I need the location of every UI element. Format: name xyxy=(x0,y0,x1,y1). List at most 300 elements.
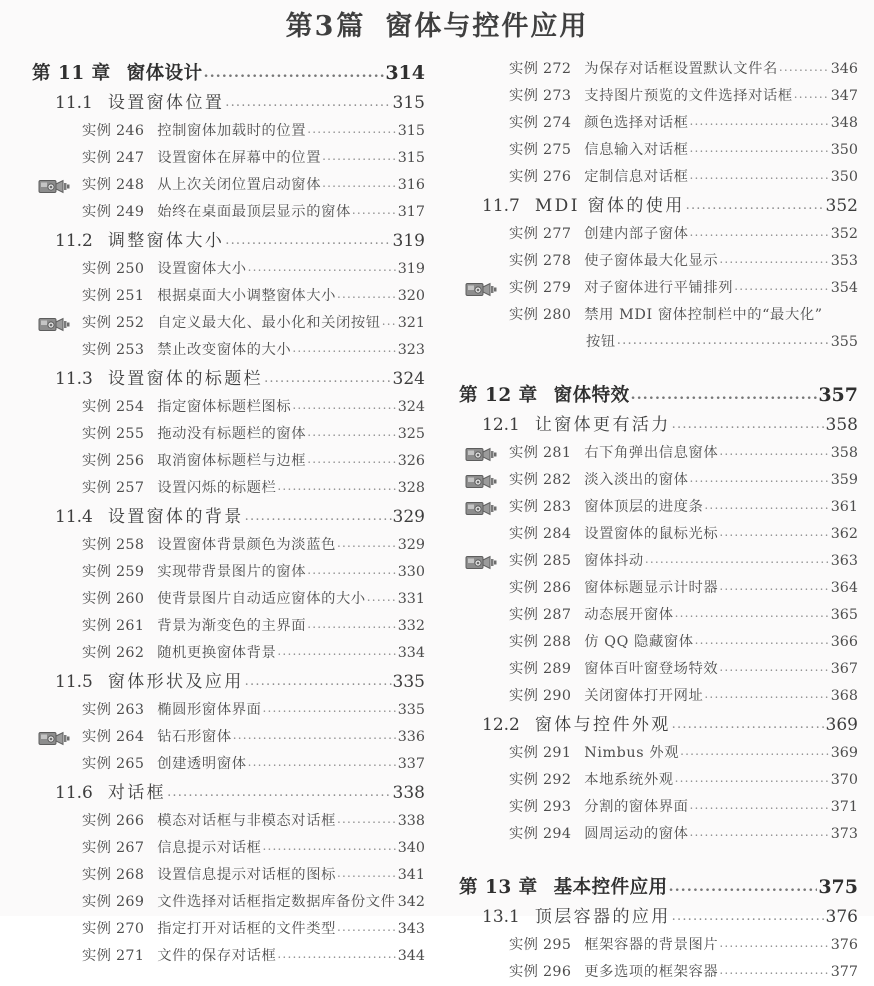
example-title: 使背景图片自动适应窗体的大小 xyxy=(157,586,366,613)
section-label: 12.2 xyxy=(482,710,520,740)
section-label: 11.1 xyxy=(55,88,93,118)
section-page: 369 xyxy=(826,710,858,740)
example-label: 实例 287 xyxy=(509,602,571,629)
example-label: 实例 254 xyxy=(82,394,144,421)
leader-dots xyxy=(245,500,392,532)
example-title: 模态对话框与非模态对话框 xyxy=(157,808,336,835)
example-page: 334 xyxy=(398,640,425,667)
toc-section-row[interactable] xyxy=(55,364,425,394)
toc-example-row[interactable] xyxy=(509,494,858,521)
toc-column-left xyxy=(0,56,437,916)
leader-dots xyxy=(690,135,830,162)
toc-example-row[interactable] xyxy=(509,959,858,986)
example-page: 340 xyxy=(398,835,425,862)
leader-dots xyxy=(686,189,825,221)
example-title: 信息提示对话框 xyxy=(157,835,261,862)
toc-example-row-continuation[interactable] xyxy=(509,329,858,356)
leader-dots xyxy=(292,392,396,419)
example-label: 实例 283 xyxy=(509,494,571,521)
example-label: 实例 291 xyxy=(509,740,571,767)
leader-dots xyxy=(337,530,397,557)
leader-dots xyxy=(367,584,397,611)
example-title: 支持图片预览的文件选择对话框 xyxy=(584,83,793,110)
toc-example-row[interactable] xyxy=(509,767,858,794)
example-page: 335 xyxy=(398,697,425,724)
example-title: 设置闪烁的标题栏 xyxy=(157,475,276,502)
toc-example-row[interactable] xyxy=(82,586,425,613)
toc-example-row[interactable] xyxy=(82,943,425,970)
toc-example-row[interactable] xyxy=(82,835,425,862)
leader-dots xyxy=(617,327,830,354)
leader-dots xyxy=(779,54,830,81)
leader-dots xyxy=(675,600,830,627)
example-page: 329 xyxy=(398,532,425,559)
chapter-title: 窗体特效 xyxy=(554,381,630,411)
example-title: 实现带背景图片的窗体 xyxy=(157,559,306,586)
example-title: 文件选择对话框指定数据库备份文件 xyxy=(157,889,395,916)
toc-example-row[interactable] xyxy=(509,110,858,137)
example-title: 设置窗体在屏幕中的位置 xyxy=(157,145,321,172)
example-title: 自定义最大化、最小化和关闭按钮 xyxy=(157,310,380,337)
example-title: 创建内部子窗体 xyxy=(584,221,688,248)
example-page: 321 xyxy=(398,310,425,337)
leader-dots xyxy=(337,806,397,833)
leader-dots xyxy=(307,557,397,584)
leader-dots xyxy=(225,224,391,256)
example-label: 实例 269 xyxy=(82,889,144,916)
leader-dots xyxy=(690,219,830,246)
section-title: 让窗体更有活力 xyxy=(535,410,671,440)
toc-example-row[interactable] xyxy=(509,740,858,767)
toc-example-row[interactable] xyxy=(82,337,425,364)
example-label: 实例 262 xyxy=(82,640,144,667)
example-label: 实例 247 xyxy=(82,145,144,172)
example-title: 窗体抖动 xyxy=(584,548,644,575)
example-page: 352 xyxy=(831,221,858,248)
example-page: 346 xyxy=(831,56,858,83)
section-title: 调整窗体大小 xyxy=(108,226,224,256)
toc-example-row[interactable] xyxy=(509,302,858,329)
example-label: 实例 264 xyxy=(82,724,144,751)
toc-example-row[interactable] xyxy=(509,794,858,821)
toc-chapter-row[interactable] xyxy=(459,380,858,410)
leader-dots xyxy=(645,546,830,573)
toc-example-row[interactable] xyxy=(82,172,425,199)
section-spacer xyxy=(459,848,858,870)
chapter-page: 375 xyxy=(818,872,858,902)
leader-dots xyxy=(277,941,396,968)
toc-example-row[interactable] xyxy=(82,697,425,724)
toc-example-row[interactable] xyxy=(82,532,425,559)
toc-example-row[interactable] xyxy=(509,821,858,848)
example-label: 实例 248 xyxy=(82,172,144,199)
example-label: 实例 278 xyxy=(509,248,571,275)
section-title: 设置窗体的背景 xyxy=(108,502,244,532)
example-page: 325 xyxy=(398,421,425,448)
leader-dots xyxy=(225,86,391,118)
toc-example-row[interactable] xyxy=(82,613,425,640)
example-page: 320 xyxy=(398,283,425,310)
video-camera-icon xyxy=(465,472,497,490)
example-page: 331 xyxy=(398,586,425,613)
chapter-title: 窗体设计 xyxy=(127,59,203,89)
chapter-label: 第 13 章 xyxy=(459,873,538,903)
section-label: 11.5 xyxy=(55,667,93,697)
toc-example-row[interactable] xyxy=(82,889,425,916)
example-label: 实例 275 xyxy=(509,137,571,164)
example-label: 实例 273 xyxy=(509,83,571,110)
leader-dots xyxy=(233,722,397,749)
section-page: 352 xyxy=(826,191,858,221)
example-label: 实例 294 xyxy=(509,821,571,848)
example-label: 实例 295 xyxy=(509,932,571,959)
toc-example-row[interactable] xyxy=(82,118,425,145)
example-label: 实例 256 xyxy=(82,448,144,475)
example-page: 337 xyxy=(398,751,425,778)
leader-dots xyxy=(690,792,830,819)
example-page: 326 xyxy=(398,448,425,475)
toc-section-row[interactable] xyxy=(482,710,858,740)
section-label: 13.1 xyxy=(482,902,520,932)
example-page: 323 xyxy=(398,337,425,364)
toc-example-row[interactable] xyxy=(82,724,425,751)
example-label: 实例 277 xyxy=(509,221,571,248)
section-label: 11.4 xyxy=(55,502,93,532)
leader-dots xyxy=(337,281,397,308)
example-title: 控制窗体加载时的位置 xyxy=(157,118,306,145)
leader-dots xyxy=(704,681,829,708)
section-page: 376 xyxy=(826,902,858,932)
toc-example-row[interactable] xyxy=(82,256,425,283)
section-spacer xyxy=(459,356,858,378)
part-number: 3 xyxy=(315,11,337,42)
example-page: 315 xyxy=(398,145,425,172)
leader-dots xyxy=(719,519,829,546)
toc-example-row[interactable] xyxy=(509,629,858,656)
leader-dots xyxy=(382,308,397,335)
toc-example-row[interactable] xyxy=(82,916,425,943)
example-title: 取消窗体标题栏与边框 xyxy=(157,448,306,475)
leader-dots xyxy=(675,765,830,792)
leader-dots xyxy=(292,335,396,362)
toc-example-row[interactable] xyxy=(82,394,425,421)
example-label: 实例 253 xyxy=(82,337,144,364)
leader-dots xyxy=(277,473,396,500)
example-page: 368 xyxy=(831,683,858,710)
example-page: 369 xyxy=(831,740,858,767)
leader-dots xyxy=(248,254,397,281)
chapter-label: 第 12 章 xyxy=(459,381,538,411)
example-page: 324 xyxy=(398,394,425,421)
toc-example-row[interactable] xyxy=(509,83,858,110)
toc-example-row[interactable] xyxy=(82,862,425,889)
example-title: 窗体标题显示计时器 xyxy=(584,575,718,602)
toc-section-row[interactable] xyxy=(482,191,858,221)
example-title: 分割的窗体界面 xyxy=(584,794,688,821)
example-title: 颜色选择对话框 xyxy=(584,110,688,137)
toc-chapter-row[interactable] xyxy=(32,58,425,88)
toc-example-row[interactable] xyxy=(509,932,858,959)
leader-dots xyxy=(719,957,829,984)
example-label: 实例 255 xyxy=(82,421,144,448)
example-label: 实例 266 xyxy=(82,808,144,835)
example-page: 364 xyxy=(831,575,858,602)
example-label: 实例 270 xyxy=(82,916,144,943)
example-label: 实例 260 xyxy=(82,586,144,613)
example-title: 设置窗体背景颜色为淡蓝色 xyxy=(157,532,336,559)
example-title: 圆周运动的窗体 xyxy=(584,821,688,848)
example-label: 实例 267 xyxy=(82,835,144,862)
toc-example-row[interactable] xyxy=(82,145,425,172)
example-title: 指定打开对话框的文件类型 xyxy=(157,916,336,943)
toc-example-row[interactable] xyxy=(509,275,858,302)
example-page: 370 xyxy=(831,767,858,794)
part-suffix: 篇 xyxy=(336,11,365,42)
section-page: 315 xyxy=(393,88,425,118)
leader-dots xyxy=(263,833,397,860)
part-title xyxy=(0,0,874,51)
section-page: 335 xyxy=(393,667,425,697)
part-title-text: 窗体与控件应用 xyxy=(385,11,588,42)
toc-columns xyxy=(0,56,874,916)
leader-dots xyxy=(669,871,818,902)
toc-chapter-row[interactable] xyxy=(459,872,858,902)
leader-dots xyxy=(277,638,396,665)
example-page: 376 xyxy=(831,932,858,959)
leader-dots xyxy=(337,860,397,887)
leader-dots xyxy=(690,465,830,492)
toc-example-row[interactable] xyxy=(509,164,858,191)
leader-dots xyxy=(307,446,397,473)
example-title: 框架容器的背景图片 xyxy=(584,932,718,959)
example-label: 实例 296 xyxy=(509,959,571,986)
leader-dots xyxy=(167,776,391,808)
toc-example-row[interactable] xyxy=(509,56,858,83)
leader-dots xyxy=(672,408,825,440)
toc-example-row[interactable] xyxy=(509,440,858,467)
example-page: 355 xyxy=(831,329,858,356)
section-label: 11.2 xyxy=(55,226,93,256)
example-label: 实例 289 xyxy=(509,656,571,683)
example-title: 设置窗体大小 xyxy=(157,256,246,283)
example-label: 实例 284 xyxy=(509,521,571,548)
example-title: 文件的保存对话框 xyxy=(157,943,276,970)
toc-section-row[interactable] xyxy=(55,88,425,118)
example-title: 根据桌面大小调整窗体大小 xyxy=(157,283,336,310)
example-label: 实例 268 xyxy=(82,862,144,889)
example-label: 实例 293 xyxy=(509,794,571,821)
example-label: 实例 259 xyxy=(82,559,144,586)
toc-example-row[interactable] xyxy=(82,475,425,502)
example-label: 实例 288 xyxy=(509,629,571,656)
toc-example-row[interactable] xyxy=(82,640,425,667)
example-page: 343 xyxy=(398,916,425,943)
toc-example-row[interactable] xyxy=(509,521,858,548)
leader-dots xyxy=(794,81,830,108)
example-title: 禁用 MDI 窗体控制栏中的“最大化” xyxy=(584,302,822,329)
example-title: 禁止改变窗体的大小 xyxy=(157,337,291,364)
example-title: 关闭窗体打开网址 xyxy=(584,683,703,710)
toc-section-row[interactable] xyxy=(482,410,858,440)
leader-dots xyxy=(307,116,397,143)
example-page: 367 xyxy=(831,656,858,683)
leader-dots xyxy=(263,695,397,722)
example-label: 实例 285 xyxy=(509,548,571,575)
example-title: 随机更换窗体背景 xyxy=(157,640,276,667)
chapter-page: 357 xyxy=(818,380,858,410)
example-label: 实例 258 xyxy=(82,532,144,559)
toc-example-row[interactable] xyxy=(82,421,425,448)
toc-example-row[interactable] xyxy=(509,548,858,575)
example-title: 对子窗体进行平铺排列 xyxy=(584,275,733,302)
example-page: 336 xyxy=(398,724,425,751)
toc-example-row[interactable] xyxy=(509,248,858,275)
example-title: 背景为渐变色的主界面 xyxy=(157,613,306,640)
leader-dots xyxy=(204,57,385,88)
example-page: 377 xyxy=(831,959,858,986)
leader-dots xyxy=(322,170,397,197)
example-label: 实例 279 xyxy=(509,275,571,302)
chapter-label: 第 11 章 xyxy=(32,59,111,89)
section-page: 338 xyxy=(393,778,425,808)
toc-example-row[interactable] xyxy=(82,559,425,586)
example-page: 338 xyxy=(398,808,425,835)
section-page: 319 xyxy=(393,226,425,256)
example-page: 342 xyxy=(398,889,425,916)
section-page: 329 xyxy=(393,502,425,532)
leader-dots xyxy=(719,246,829,273)
leader-dots xyxy=(695,627,830,654)
leader-dots xyxy=(672,708,825,740)
example-page: 347 xyxy=(831,83,858,110)
leader-dots xyxy=(690,108,830,135)
example-title: 窗体百叶窗登场特效 xyxy=(584,656,718,683)
example-label: 实例 265 xyxy=(82,751,144,778)
section-title: 窗体与控件外观 xyxy=(535,710,671,740)
leader-dots xyxy=(690,162,830,189)
section-page: 358 xyxy=(826,410,858,440)
example-page: 350 xyxy=(831,164,858,191)
example-label: 实例 271 xyxy=(82,943,144,970)
leader-dots xyxy=(322,143,397,170)
leader-dots xyxy=(264,362,391,394)
toc-example-row[interactable] xyxy=(509,221,858,248)
toc-section-row[interactable] xyxy=(55,502,425,532)
example-title: 使子窗体最大化显示 xyxy=(584,248,718,275)
example-label: 实例 272 xyxy=(509,56,571,83)
example-title: 更多选项的框架容器 xyxy=(584,959,718,986)
leader-dots xyxy=(680,738,830,765)
example-page: 365 xyxy=(831,602,858,629)
example-page: 373 xyxy=(831,821,858,848)
part-prefix: 第 xyxy=(286,11,315,42)
example-page: 353 xyxy=(831,248,858,275)
leader-dots xyxy=(719,654,829,681)
example-title: 动态展开窗体 xyxy=(584,602,673,629)
leader-dots xyxy=(352,197,397,224)
toc-column-right xyxy=(437,56,874,916)
example-title: 定制信息对话框 xyxy=(584,164,688,191)
example-label: 实例 257 xyxy=(82,475,144,502)
example-title: 拖动没有标题栏的窗体 xyxy=(157,421,306,448)
leader-dots xyxy=(704,492,829,519)
leader-dots xyxy=(734,273,830,300)
section-title: 对话框 xyxy=(108,778,166,808)
example-title: 信息输入对话框 xyxy=(584,137,688,164)
section-label: 11.3 xyxy=(55,364,93,394)
toc-example-row[interactable] xyxy=(509,683,858,710)
example-page: 316 xyxy=(398,172,425,199)
example-label: 实例 251 xyxy=(82,283,144,310)
example-page: 341 xyxy=(398,862,425,889)
leader-dots xyxy=(719,438,829,465)
example-page: 328 xyxy=(398,475,425,502)
toc-section-row[interactable] xyxy=(55,667,425,697)
example-page: 358 xyxy=(831,440,858,467)
toc-example-row[interactable] xyxy=(82,808,425,835)
video-camera-icon xyxy=(465,499,497,517)
example-title: 设置窗体的鼠标光标 xyxy=(584,521,718,548)
example-page: 363 xyxy=(831,548,858,575)
leader-dots xyxy=(672,900,825,932)
example-page: 344 xyxy=(398,943,425,970)
example-label: 实例 281 xyxy=(509,440,571,467)
leader-dots xyxy=(719,930,829,957)
example-label: 实例 246 xyxy=(82,118,144,145)
video-camera-icon xyxy=(465,445,497,463)
example-label: 实例 290 xyxy=(509,683,571,710)
toc-section-row[interactable] xyxy=(55,226,425,256)
toc-example-row[interactable] xyxy=(82,283,425,310)
video-camera-icon xyxy=(38,315,70,333)
example-page: 361 xyxy=(831,494,858,521)
example-label: 实例 280 xyxy=(509,302,571,329)
toc-example-row[interactable] xyxy=(82,448,425,475)
example-title: 右下角弹出信息窗体 xyxy=(584,440,718,467)
example-label: 实例 252 xyxy=(82,310,144,337)
video-camera-icon xyxy=(38,177,70,195)
toc-example-row[interactable] xyxy=(509,602,858,629)
toc-example-row[interactable] xyxy=(82,751,425,778)
leader-dots xyxy=(631,379,818,410)
section-title: 设置窗体位置 xyxy=(108,88,224,118)
example-label: 实例 276 xyxy=(509,164,571,191)
toc-example-row[interactable] xyxy=(509,656,858,683)
video-camera-icon xyxy=(38,729,70,747)
leader-dots xyxy=(307,419,397,446)
toc-example-row[interactable] xyxy=(82,310,425,337)
example-page: 362 xyxy=(831,521,858,548)
section-title: MDI 窗体的使用 xyxy=(535,191,685,221)
section-label: 12.1 xyxy=(482,410,520,440)
example-page: 319 xyxy=(398,256,425,283)
example-title-continued: 按钮 xyxy=(586,329,616,356)
toc-example-row[interactable] xyxy=(509,575,858,602)
example-label: 实例 282 xyxy=(509,467,571,494)
toc-section-row[interactable] xyxy=(482,902,858,932)
toc-example-row[interactable] xyxy=(509,137,858,164)
example-page: 317 xyxy=(398,199,425,226)
example-label: 实例 249 xyxy=(82,199,144,226)
leader-dots xyxy=(337,914,397,941)
toc-section-row[interactable] xyxy=(55,778,425,808)
chapter-title: 基本控件应用 xyxy=(554,873,668,903)
example-page: 330 xyxy=(398,559,425,586)
leader-dots xyxy=(245,665,392,697)
toc-example-row[interactable] xyxy=(82,199,425,226)
toc-example-row[interactable] xyxy=(509,467,858,494)
example-title: 创建透明窗体 xyxy=(157,751,246,778)
